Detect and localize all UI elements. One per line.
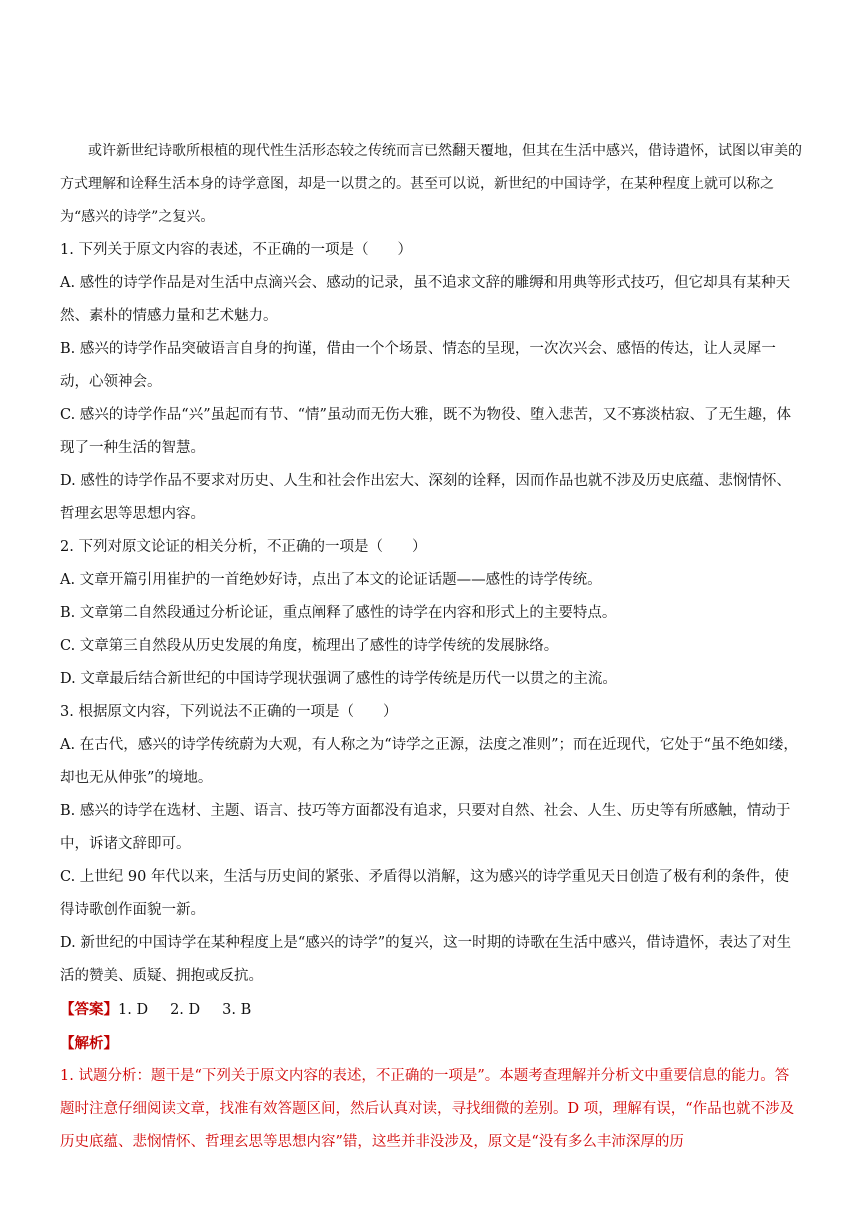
answer-item: 2. D <box>170 1002 201 1018</box>
question-stem: 3. 根据原文内容，下列说法不正确的一项是（ ） <box>60 704 398 720</box>
intro-paragraph: 或许新世纪诗歌所根植的现代性生活形态较之传统而言已然翻天覆地，但其在生活中感兴，借诗遣怀，试图以审美的方式理解和诠释生活本身的诗学意图，却是一以贯之的。甚至可以说，新世纪的中国诗学，在某种程度上就可以称之为“感兴的诗学”之复兴。 <box>60 143 802 225</box>
option-a: A. 感性的诗学作品是对生活中点滴兴会、感动的记录，虽不追求文辞的雕缛和用典等形式技巧，但它却具有某种天然、素朴的情感力量和艺术魅力。 <box>60 275 791 324</box>
option-a: A. 文章开篇引用崔护的一首绝妙好诗，点出了本文的论证话题——感性的诗学传统。 <box>60 572 602 588</box>
question-stem: 1. 下列关于原文内容的表述，不正确的一项是（ ） <box>60 242 412 258</box>
option-d: D. 文章最后结合新世纪的中国诗学现状强调了感性的诗学传统是历代一以贯之的主流。 <box>60 671 617 687</box>
analysis-text: 1. 试题分析：题干是“下列关于原文内容的表述，不正确的一项是”。本题考查理解并分析文中重要信息的能力。答题时注意仔细阅读文章，找准有效答题区间，然后认真对读，寻找细微的差别。D 项，理解有误，“作品也就不涉及历史底蕴、悲悯情怀、哲理玄思等思想内容”错，这些并非没涉及，原文是“没有多么丰沛深厚的历 <box>60 1068 795 1150</box>
option-c: C. 上世纪 90 年代以来，生活与历史间的紧张、矛盾得以消解，这为感兴的诗学重见天日创造了极有利的条件，使得诗歌创作面貌一新。 <box>60 869 789 918</box>
option-b: B. 感兴的诗学作品突破语言自身的拘谨，借由一个个场景、情态的呈现，一次次兴会、感悟的传达，让人灵犀一动，心领神会。 <box>60 341 776 390</box>
analysis-label: 【解析】 <box>60 1035 118 1052</box>
option-d: D. 感性的诗学作品不要求对历史、人生和社会作出宏大、深刻的诠释，因而作品也就不涉及历史底蕴、悲悯情怀、哲理玄思等思想内容。 <box>60 473 791 522</box>
option-b: B. 感兴的诗学在选材、主题、语言、技巧等方面都没有追求，只要对自然、社会、人生、历史等有所感触，情动于中，诉诸文辞即可。 <box>60 803 791 852</box>
option-c: C. 文章第三自然段从历史发展的角度，梳理出了感性的诗学传统的发展脉络。 <box>60 638 559 654</box>
answer-label: 【答案】 <box>60 1001 118 1018</box>
option-b: B. 文章第二自然段通过分析论证，重点阐释了感性的诗学在内容和形式上的主要特点。 <box>60 605 617 621</box>
answer-item: 1. D <box>118 1002 149 1018</box>
question-stem: 2. 下列对原文论证的相关分析，不正确的一项是（ ） <box>60 539 427 555</box>
question-2 <box>60 531 802 696</box>
option-c: C. 感兴的诗学作品“兴”虽起而有节、“情”虽动而无伤大雅，既不为物役、堕入悲苦，又不寡淡枯寂、了无生趣，体现了一种生活的智慧。 <box>60 407 791 456</box>
document-body <box>60 135 802 1159</box>
answer-item: 3. B <box>222 1002 252 1018</box>
option-a: A. 在古代，感兴的诗学传统蔚为大观，有人称之为“诗学之正源，法度之准则”；而在近现代，它处于“虽不绝如缕，却也无从伸张”的境地。 <box>60 737 798 786</box>
question-1 <box>60 234 802 531</box>
option-d: D. 新世纪的中国诗学在某种程度上是“感兴的诗学”的复兴，这一时期的诗歌在生活中感兴，借诗遣怀，表达了对生活的赞美、质疑、拥抱或反抗。 <box>60 935 792 984</box>
question-3 <box>60 696 802 993</box>
answer-line <box>60 993 802 1027</box>
